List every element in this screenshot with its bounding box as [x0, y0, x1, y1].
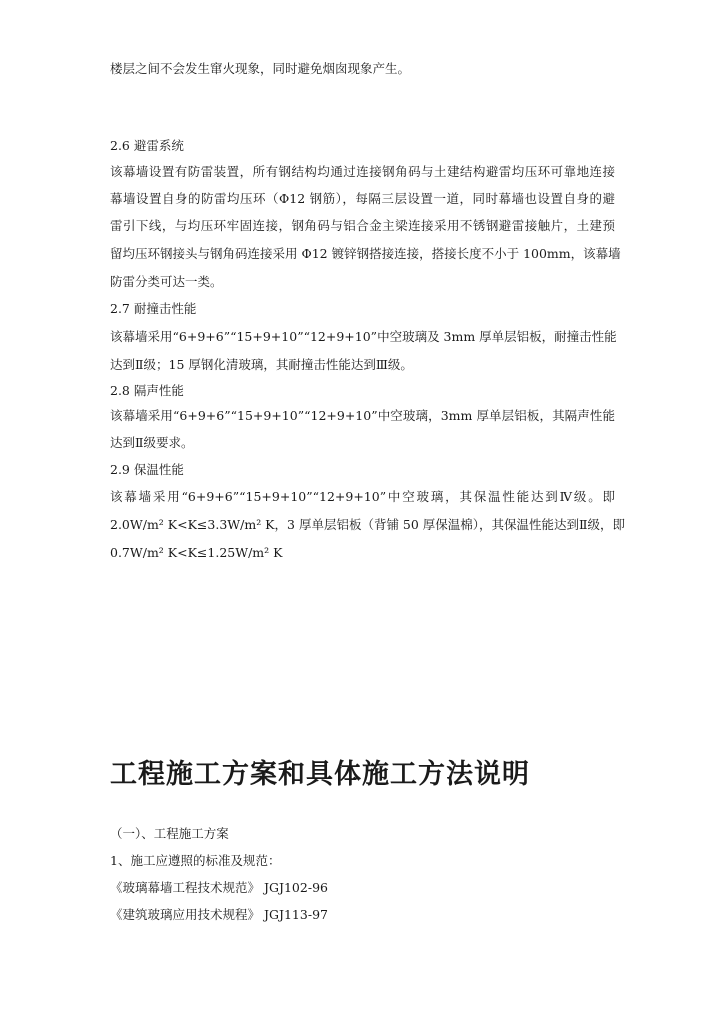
section-2-9-line: 0.7W/m² K<K≤1.25W/m² K: [110, 545, 283, 560]
section-2-6-line: 留均压环钢接头与钢角码连接采用 Φ12 镀锌钢搭接连接，搭接长度不小于 100mm，该幕墙: [110, 246, 621, 261]
section-2-9-heading: 2.9 保温性能: [110, 462, 184, 477]
section-2-6-heading: 2.6 避雷系统: [110, 138, 184, 153]
section-2-9-line: 该幕墙采用“6+9+6”“15+9+10”“12+9+10”中空玻璃，其保温性能达到Ⅳ级。即: [110, 489, 615, 504]
section-2-6-line: 雷引下线，与均压环牢固连接，钢角码与铝合金主梁连接采用不锈钢避雷接触片，土建预: [110, 218, 615, 233]
section-2-8-heading: 2.8 隔声性能: [110, 383, 184, 398]
section-2-6-line: 防雷分类可达一类。: [110, 274, 223, 289]
section-2-8-line: 该幕墙采用“6+9+6”“15+9+10”“12+9+10”中空玻璃，3mm 厚单层铝板，其隔声性能: [110, 408, 615, 423]
standard-reference: 《玻璃幕墙工程技术规范》 JGJ102-96: [110, 880, 328, 895]
section-2-7-line: 该幕墙采用“6+9+6”“15+9+10”“12+9+10”中空玻璃及 3mm 厚单层铝板，耐撞击性能: [110, 329, 617, 344]
section-2-9-line: 2.0W/m² K<K≤3.3W/m² K，3 厚单层铝板（背铺 50 厚保温棉），其保温性能达到Ⅱ级，即: [110, 517, 626, 532]
chapter-item-1: 1、施工应遵照的标准及规范：: [110, 853, 281, 868]
chapter-title: 工程施工方案和具体施工方法说明: [110, 759, 530, 790]
section-2-6-line: 幕墙设置自身的防雷均压环（Φ12 钢筋），每隔三层设置一道，同时幕墙也设置自身的避: [110, 191, 615, 206]
standard-reference: 《建筑玻璃应用技术规程》 JGJ113-97: [110, 907, 328, 922]
chapter-subheading: （一）、工程施工方案: [110, 826, 229, 841]
section-2-6-line: 该幕墙设置有防雷装置，所有钢结构均通过连接钢角码与土建结构避雷均压环可靠地连接: [110, 164, 615, 179]
section-2-8-line: 达到Ⅱ级要求。: [110, 435, 194, 450]
section-2-7-heading: 2.7 耐撞击性能: [110, 301, 197, 316]
paragraph-tail-line: 楼层之间不会发生窜火现象，同时避免烟囱现象产生。: [110, 61, 411, 76]
section-2-7-line: 达到Ⅱ级；15 厚钢化清玻璃，其耐撞击性能达到Ⅲ级。: [110, 357, 413, 372]
